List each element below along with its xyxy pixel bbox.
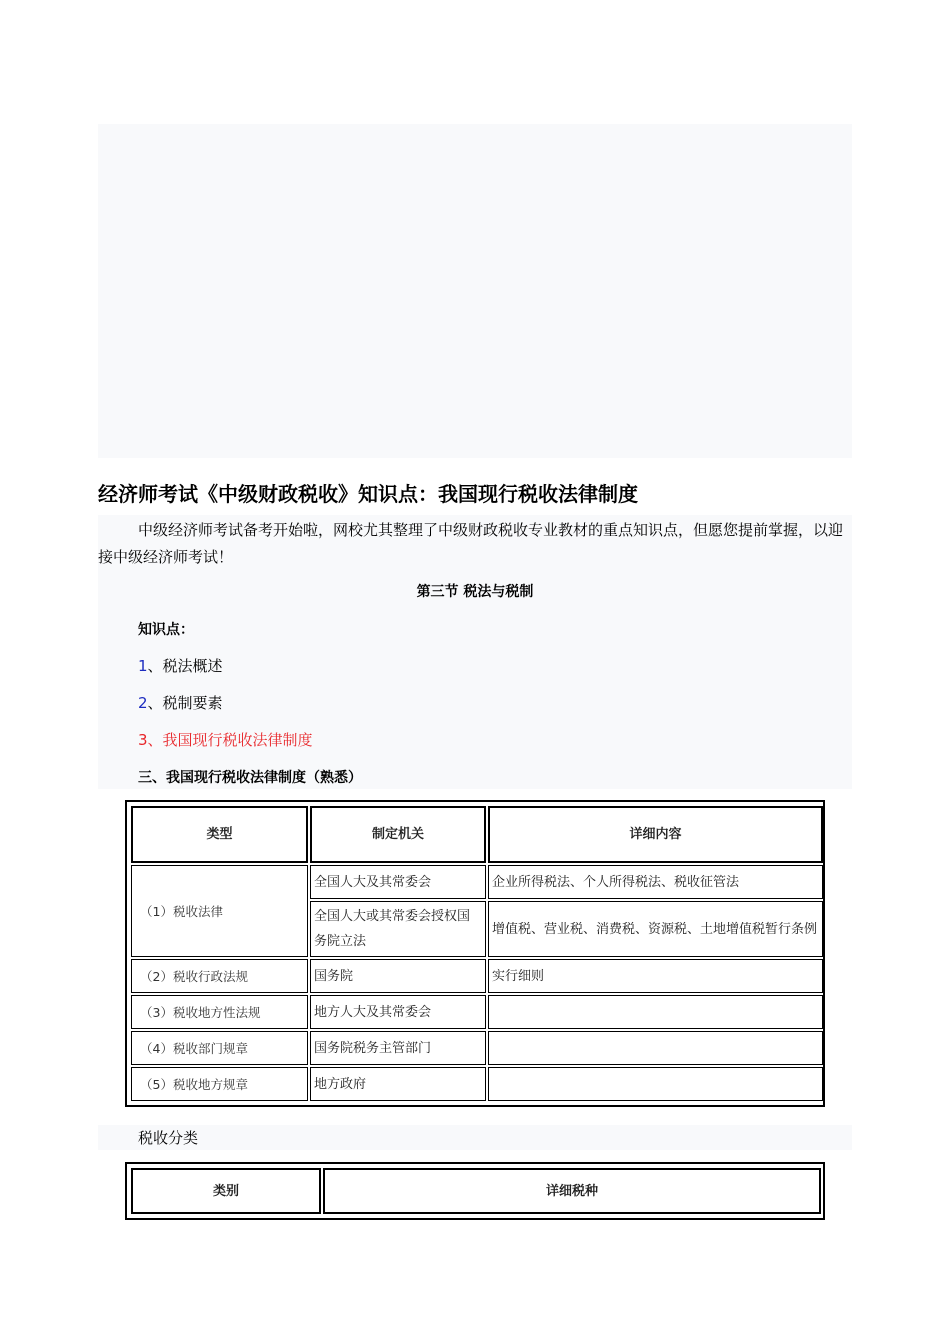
knowledge-point-3[interactable]: [138, 729, 313, 750]
knowledge-point-text: 、税法概述: [147, 657, 223, 675]
section-heading: 第三节 税法与税制: [416, 584, 534, 600]
knowledge-points-label: 知识点：: [138, 622, 194, 638]
tax-classification-label: 税收分类: [138, 1129, 199, 1147]
table-row: [131, 865, 823, 899]
knowledge-point-text: 、我国现行税收法律制度: [147, 731, 313, 749]
header-content: 详细内容: [488, 806, 823, 863]
table-row: [131, 1067, 823, 1101]
knowledge-point-text: 、税制要素: [147, 694, 223, 712]
type-cell: （2）税收行政法规: [131, 959, 308, 993]
content-cell: 实行细则: [488, 959, 823, 993]
knowledge-point-1[interactable]: [138, 655, 223, 676]
page-title: 经济师考试《中级财政税收》知识点：我国现行税收法律制度: [98, 482, 638, 506]
authority-cell: 国务院税务主管部门: [310, 1031, 486, 1065]
type-cell: （1）税收法律: [131, 865, 308, 957]
content-cell: 企业所得税法、个人所得税法、税收征管法: [488, 865, 823, 899]
tax-class-table: [125, 1162, 825, 1220]
header-type: 类型: [131, 806, 308, 863]
content-cell: [488, 1031, 823, 1065]
banner-placeholder: [98, 124, 852, 458]
knowledge-point-number: 1: [138, 657, 148, 675]
authority-cell: 全国人大或其常委会授权国务院立法: [310, 901, 486, 957]
table-header-row: [131, 806, 823, 863]
header-authority: 制定机关: [310, 806, 486, 863]
tax-class-band: [98, 1125, 852, 1150]
header-tax-types: 详细税种: [323, 1168, 821, 1214]
authority-cell: 国务院: [310, 959, 486, 993]
content-cell: [488, 1067, 823, 1101]
type-cell: （5）税收地方规章: [131, 1067, 308, 1101]
table-header-row: [131, 1168, 821, 1214]
type-cell: （3）税收地方性法规: [131, 995, 308, 1029]
tax-law-table: [125, 800, 825, 1107]
knowledge-point-number: 2: [138, 694, 148, 712]
content-cell: [488, 995, 823, 1029]
authority-cell: 地方人大及其常委会: [310, 995, 486, 1029]
table-row: [131, 959, 823, 993]
content-cell: 增值税、营业税、消费税、资源税、土地增值税暂行条例: [488, 901, 823, 957]
table-row: [131, 995, 823, 1029]
knowledge-point-2[interactable]: [138, 692, 223, 713]
authority-cell: 地方政府: [310, 1067, 486, 1101]
authority-cell: 全国人大及其常委会: [310, 865, 486, 899]
intro-paragraph: 中级经济师考试备考开始啦，网校尤其整理了中级财政税收专业教材的重点知识点，但愿您提前掌握，以迎接中级经济师考试！: [98, 521, 844, 566]
sub-heading: 三、我国现行税收法律制度（熟悉）: [138, 770, 362, 786]
table-row: [131, 1031, 823, 1065]
knowledge-point-number: 3: [138, 731, 148, 749]
header-category: 类别: [131, 1168, 321, 1214]
type-cell: （4）税收部门规章: [131, 1031, 308, 1065]
